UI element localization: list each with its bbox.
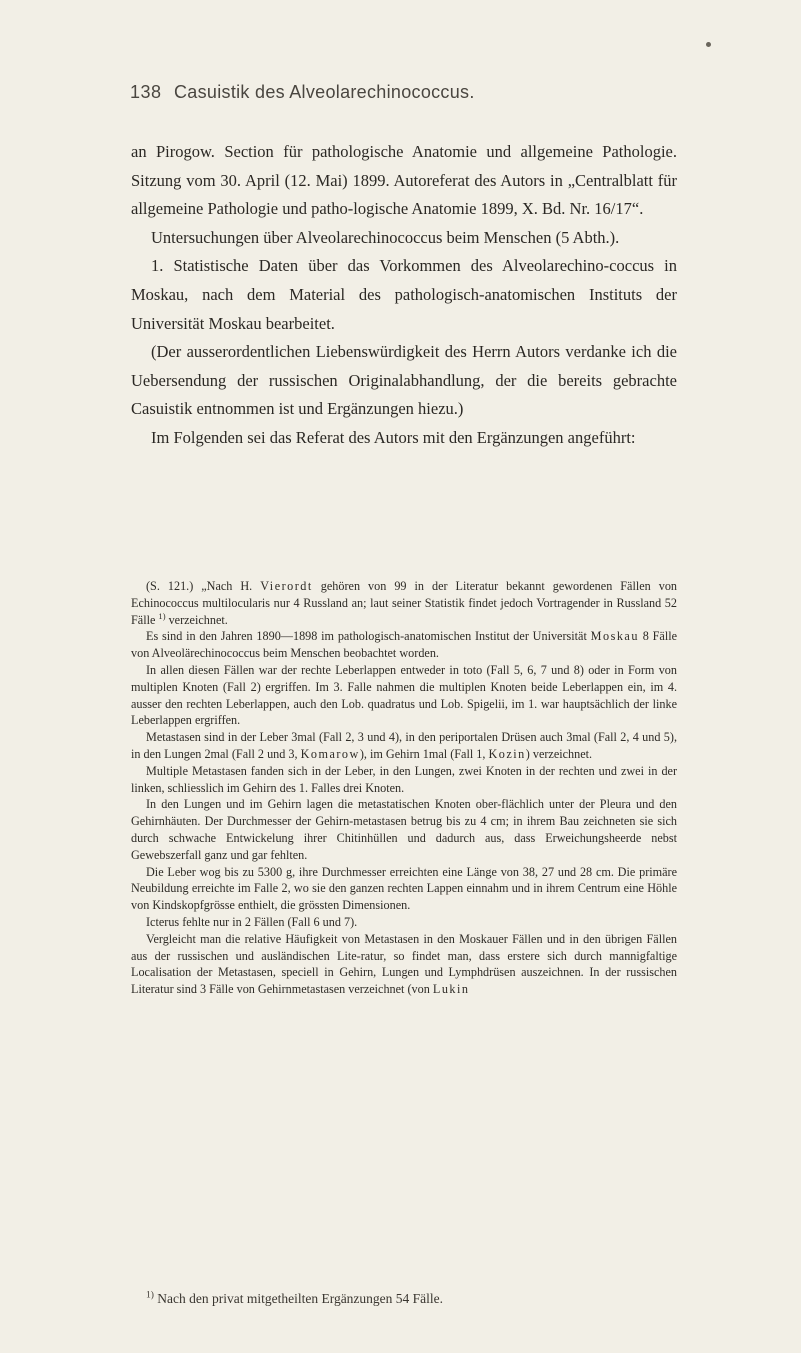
paragraph-intro: Im Folgenden sei das Referat des Autors mit den Ergänzungen angeführt: [151, 427, 636, 447]
report-paragraph-2 [131, 628, 677, 662]
report-paragraph-1 [131, 578, 677, 628]
report-paragraph-8: Icterus fehlte nur in 2 Fällen (Fall 6 und 7). [146, 914, 358, 929]
author-name: Komarow [300, 746, 360, 761]
footnote-text: Nach den privat mitgetheilten Ergänzungen 54 Fälle. [157, 1291, 444, 1306]
report-paragraph-4 [131, 729, 677, 763]
report-text-span: 8 Fälle von Alveolärechinococcus beim Menschen beobachtet worden. [131, 629, 678, 661]
main-text [131, 138, 677, 453]
report-text-span: gehören von 99 in der Literatur bekannt gewordenen Fällen von Echinococcus multilocularis nur 4 Russland an; laut seiner Statistik findet jedoch Vortragender in Russland 52 Fälle [131, 579, 678, 627]
footnote-mark: 1) [146, 1290, 154, 1301]
paragraph-acknowledgement: (Der ausserordentlichen Liebenswürdigkeit des Herrn Autors verdanke ich die Uebersendung der russischen Originalabhandlung, der die bereits gebrachte Casuistik entnommen ist und Ergänzungen hiezu.) [131, 342, 677, 419]
paragraph-citation: an Pirogow. Section für pathologische Anatomie und allgemeine Pathologie. Sitzung vom 30. April (12. Mai) 1899. Autoreferat des Autors in „Centralblatt für allgemeine Pathologie und patho-logische Anatomie 1899, X. Bd. Nr. 16/17“. [131, 142, 677, 219]
report-text-span: Es sind in den Jahren 1890—1898 im pathologisch-anatomischen Institut der Universität [146, 629, 587, 644]
report-text-span: ) verzeichnet. [525, 746, 593, 761]
city-name: Moskau [590, 629, 639, 644]
paragraph-study-title: Untersuchungen über Alveolarechinococcus beim Menschen (5 Abth.). [151, 227, 620, 247]
report-paragraph-7: Die Leber wog bis zu 5300 g, ihre Durchmesser erreichten eine Länge von 38, 27 und 28 cm. Die primäre Neubildung erreichte im Falle 2, wo sie den ganzen rechten Lappen einnahm und in ihrem Centrum eine Höhle von Kindskopfgrösse enthielt, die grössten Dimensionen. [131, 864, 677, 913]
page-header [130, 82, 690, 108]
report-text [131, 578, 677, 998]
report-text-span: (S. 121.) „Nach H. [146, 579, 253, 593]
paragraph-section-heading: 1. Statistische Daten über das Vorkommen des Alveolarechino-coccus in Moskau, nach dem Material des pathologisch-anatomischen Instituts der Universität Moskau bearbeitet. [131, 256, 677, 333]
running-title: Casuistik des Alveolarechinococcus. [174, 82, 475, 102]
report-paragraph-3: In allen diesen Fällen war der rechte Leberlappen entweder in toto (Fall 5, 6, 7 und 8) oder in Form von multiplen Knoten (Fall 2) ergriffen. Im 3. Falle nahmen die multiplen Knoten beide Leberlappen ein, im 4. ausser den rechten Leberlappen, auch den Lob. quadratus und Lob. Spigelii, im 1. war hauptsächlich der linke Leberlappen ergriffen. [131, 662, 677, 728]
page-number: 138 [130, 82, 162, 102]
report-text-span: verzeichnet. [168, 612, 228, 627]
report-paragraph-5: Multiple Metastasen fanden sich in der Leber, in den Lungen, zwei Knoten in der rechten und zwei in der linken, schliesslich im Gehirn des 1. Falles drei Knoten. [131, 763, 677, 795]
footnote-reference: 1) [158, 610, 166, 621]
report-text-span: ), im Gehirn 1mal (Fall 1, [359, 746, 486, 761]
print-speck [706, 42, 711, 47]
report-text-span: Vergleicht man die relative Häufigkeit von Metastasen in den Moskauer Fällen und in den übrigen Fällen aus der russischen und ausländischen Lite-ratur, so findet man, dass erstere sich durch mannigfaltige Localisation der Metastasen, speciell in Gehirn, Lungen und Lymphdrüsen auszeichnen. In der russischen Literatur sind 3 Fälle von Gehirnmetastasen verzeichnet (von [131, 931, 677, 997]
footnote [131, 1290, 677, 1308]
report-paragraph-6: In den Lungen und im Gehirn lagen die metastatischen Knoten ober-flächlich unter der Pleura und den Gehirnhäuten. Der Durchmesser der Gehirn-metastasen betrug bis zu 4 cm; in ihrem Bau zeichneten sie sich durch schwache Entwickelung ihrer Chitinhüllen und dadurch aus, dass Erweichungsheerde nebst Gewebszerfall ganz und gar fehlten. [131, 797, 677, 862]
author-name: Vierordt [260, 579, 313, 593]
report-text-span: Metastasen sind in der Leber 3mal (Fall 2, 3 und 4), in den periportalen Drüsen auch 3mal (Fall 2, 4 und 5), in den Lungen 2mal (Fall 2 und 3, [131, 730, 677, 761]
author-name: Kozin [488, 746, 526, 761]
author-name: Lukin [432, 982, 470, 997]
report-paragraph-9 [131, 931, 677, 998]
